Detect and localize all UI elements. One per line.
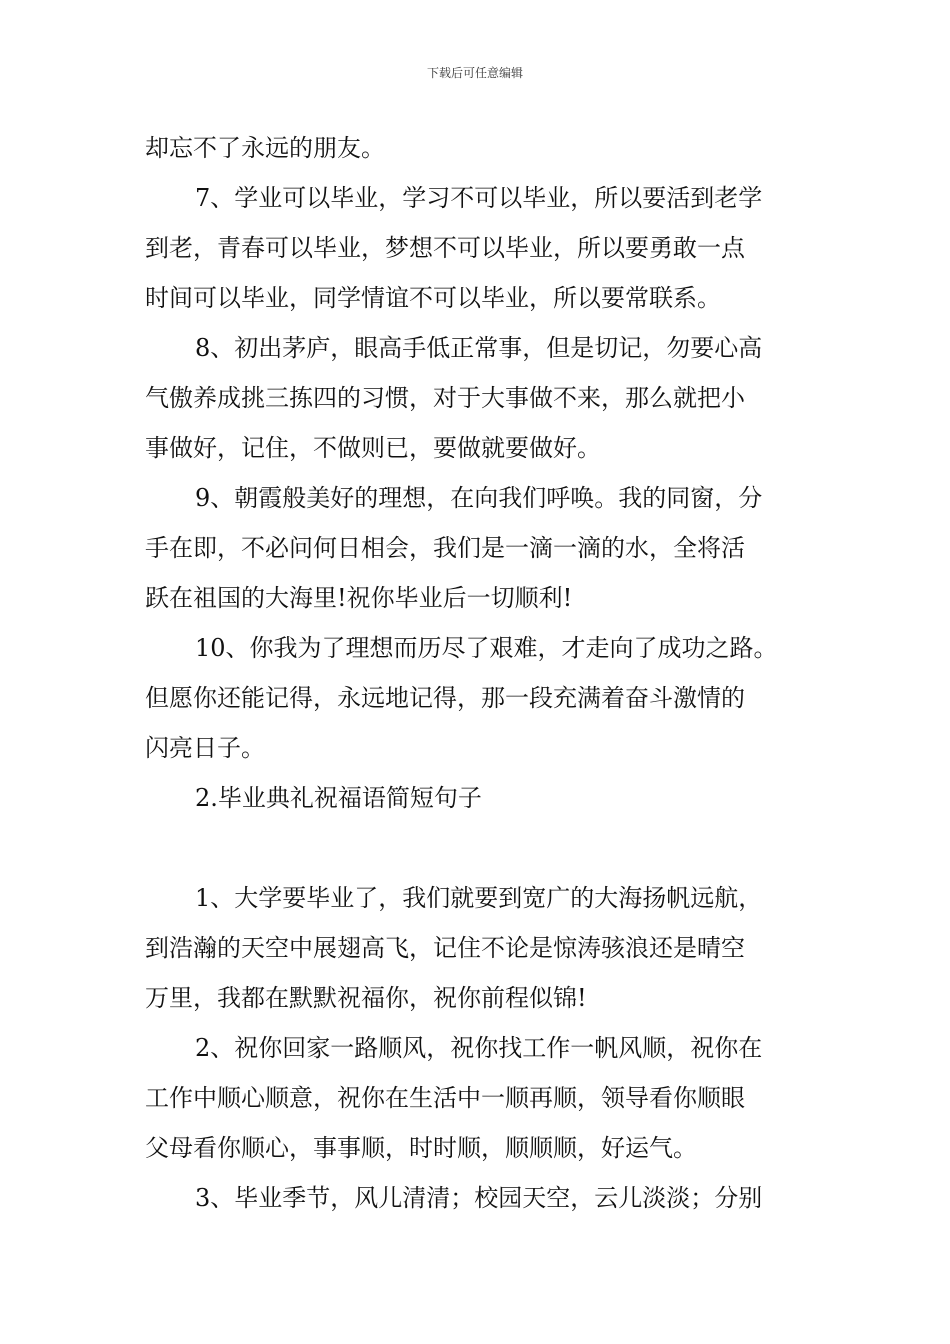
text-line: 父母看你顺心，事事顺，时时顺，顺顺顺，好运气。 bbox=[145, 1134, 697, 1162]
text-line: 但愿你还能记得，永远地记得，那一段充满着奋斗激情的 bbox=[145, 684, 745, 712]
text-line: 1、大学要毕业了，我们就要到宽广的大海扬帆远航， bbox=[195, 884, 763, 912]
text-line: 7、学业可以毕业，学习不可以毕业，所以要活到老学 bbox=[195, 184, 763, 212]
text-line: 8、初出茅庐，眼高手低正常事，但是切记，勿要心高 bbox=[195, 334, 763, 362]
text-line: 9、朝霞般美好的理想，在向我们呼唤。我的同窗，分 bbox=[195, 484, 763, 512]
text-line: 2、祝你回家一路顺风，祝你找工作一帆风顺，祝你在 bbox=[195, 1034, 763, 1062]
text-line: 却忘不了永远的朋友。 bbox=[145, 134, 385, 162]
section-heading: 2.毕业典礼祝福语简短句子 bbox=[195, 784, 482, 812]
text-line: 气傲养成挑三拣四的习惯，对于大事做不来，那么就把小 bbox=[145, 384, 745, 412]
text-line: 跃在祖国的大海里!祝你毕业后一切顺利! bbox=[145, 584, 573, 612]
text-line: 3、毕业季节，风儿清清；校园天空，云儿淡淡；分别 bbox=[195, 1184, 763, 1212]
text-line: 工作中顺心顺意，祝你在生活中一顺再顺，领导看你顺眼 bbox=[145, 1084, 745, 1112]
text-line: 万里，我都在默默祝福你，祝你前程似锦! bbox=[145, 984, 587, 1012]
text-line: 事做好，记住，不做则已，要做就要做好。 bbox=[145, 434, 601, 462]
text-line: 手在即，不必问何日相会，我们是一滴一滴的水，全将活 bbox=[145, 534, 745, 562]
page-header: 下载后可任意编辑 bbox=[426, 66, 523, 80]
text-line: 10、你我为了理想而历尽了艰难，才走向了成功之路。 bbox=[195, 634, 778, 662]
text-line: 到老，青春可以毕业，梦想不可以毕业，所以要勇敢一点 bbox=[145, 234, 745, 262]
text-line: 时间可以毕业，同学情谊不可以毕业，所以要常联系。 bbox=[145, 284, 721, 312]
text-line: 闪亮日子。 bbox=[145, 734, 265, 762]
text-line: 到浩瀚的天空中展翅高飞，记住不论是惊涛骇浪还是晴空 bbox=[145, 934, 745, 962]
